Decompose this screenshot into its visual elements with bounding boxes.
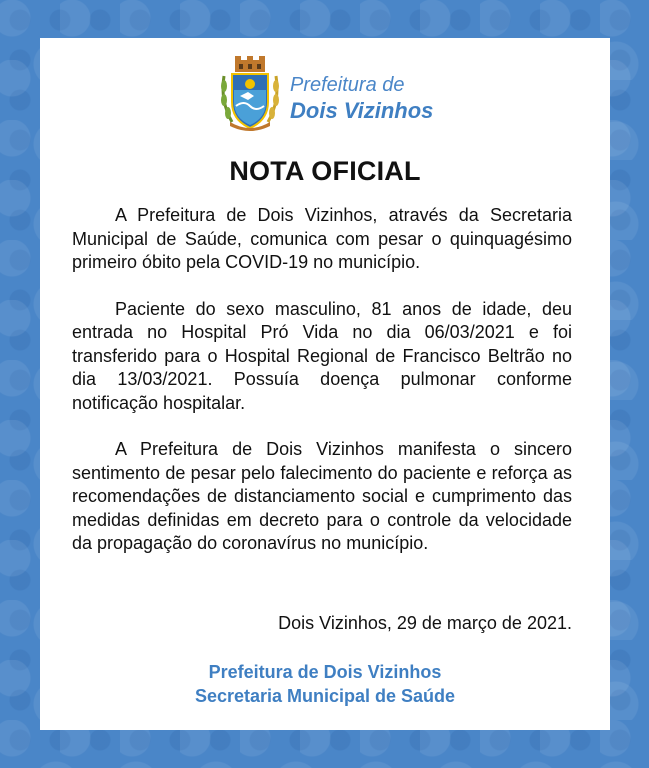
brand-line-1: Prefeitura de bbox=[290, 74, 405, 96]
signature-line-1: Prefeitura de Dois Vizinhos bbox=[208, 662, 442, 682]
municipality-logo bbox=[218, 56, 458, 136]
brand-line-2: Dois Vizinhos bbox=[290, 98, 434, 123]
municipal-coat-of-arms-icon bbox=[218, 56, 282, 134]
note-body bbox=[72, 204, 572, 579]
paragraph-2: Paciente do sexo masculino, 81 anos de idade, deu entrada no Hospital Pró Vida no dia 06/03/2021 e foi transferido para o Hospital Regional de Francisco Beltrão no dia 13/03/2021. Possuía doença pulmonar conforme notificação hospitalar. bbox=[72, 298, 572, 413]
signature-line-2: Secretaria Municipal de Saúde bbox=[194, 686, 456, 706]
page-title: NOTA OFICIAL bbox=[229, 156, 421, 186]
paragraph-3: A Prefeitura de Dois Vizinhos manifesta o sincero sentimento de pesar pelo falecimento do paciente e reforça as recomendações de distanciamento social e cumprimento das medidas definidas em decreto para o controle da velocidade da propagação do coronavírus no município. bbox=[72, 439, 572, 553]
official-note-card bbox=[40, 38, 610, 730]
dateline: Dois Vizinhos, 29 de março de 2021. bbox=[278, 613, 572, 633]
signature-block bbox=[40, 660, 610, 708]
paragraph-1: A Prefeitura de Dois Vizinhos, através da Secretaria Municipal de Saúde, comunica com pesar o quinquagésimo primeiro óbito pela COVID-19 no município. bbox=[72, 205, 572, 272]
